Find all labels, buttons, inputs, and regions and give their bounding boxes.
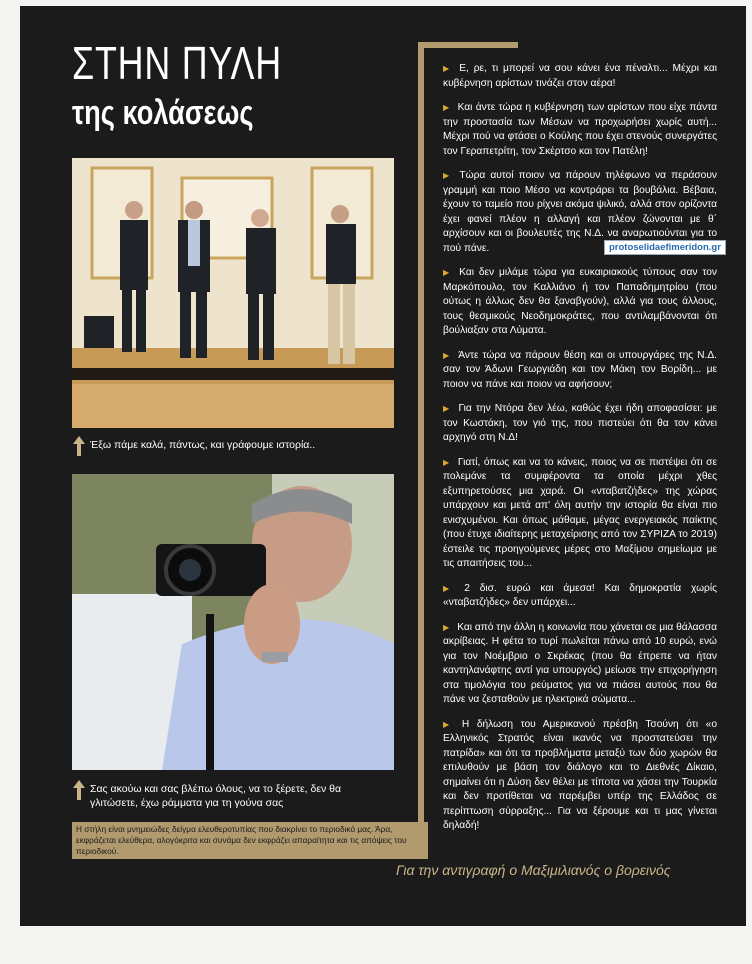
page-title-line2: της κολάσεως: [72, 94, 254, 132]
arrow-up-icon: [72, 780, 86, 800]
triangle-bullet-icon: ▶: [443, 622, 450, 632]
article-paragraph: ▶ Και από την άλλη η κοινωνία που χάνεται σε μια θάλασσα ακρίβειας. Η φέτα το τυρί πωλείται πάνω από 10 ευρώ, ενώ για τον Νοέμβριο ο Σκρέκας (που θα έπρεπε να ήταν καντηλανάφτης αντί για υπουργός) μείωσε την επιχορήγηση στα τιμολόγια του ρεύματος για να πιάσει αυτούς που θα πάνε να ζεσταθούν με ηλεκτρικά σώματα...: [443, 621, 717, 705]
triangle-bullet-icon: ▶: [443, 171, 452, 180]
article-paragraph: ▶ Άντε τώρα να πάρουν θέση και οι υπουργάρες της Ν.Δ. σαν τον Άδωνι Γεωργιάδη και τον Μάκη τον Βορίδη... με ποιον να πάνε και ποιον να αφήσουν;: [443, 349, 717, 390]
article-column: [443, 62, 717, 844]
triangle-bullet-icon: ▶: [443, 350, 451, 360]
site-watermark: protoselidaefimeridon.gr: [604, 240, 726, 255]
arrow-up-icon: [72, 436, 86, 456]
column-signature: Για την αντιγραφή ο Μαξιμιλιανός ο βορεινός: [396, 862, 671, 878]
article-paragraph: ▶ Και δεν μιλάμε τώρα για ευκαιριακούς τύπους σαν τον Μαρκόπουλο, τον Καλλιάνο ή τον Παπαδημητρίου (που ούτως η άλλως δεν θα ξαναβγούν), αλλά για τους άλλους, τους θεσμικούς Νεοδημοκράτες, που αντιλαμβάνονται ότι βούλιαξαν στα Λύματα.: [443, 267, 718, 336]
article-paragraph: ▶ Και άντε τώρα η κυβέρνηση των αρίστων που είχε πάντα την προστασία των Μέσων να προχωρήσει χωρίς αυτή... Μέχρι πού να φτάσει ο Κούλης που έχει στενούς συνεργάτες τον Γεραπετρίτη, τον Σκέρτσο και τον Πατέλη!: [443, 102, 717, 157]
article-paragraph: ▶ Η δήλωση του Αμερικανού πρέσβη Τσούνη ότι «ο Ελληνικός Στρατός είναι ικανός να προστατεύσει την πατρίδα» και ότι τα προβλήματα μεταξύ των δύο χωρών θα επιλυθούν με βάση τον διάλογο και το Διεθνές Δίκαιο, σημαίνει ότι η Δύση δεν θέλει με τίποτα να χάσει την Τουρκία και δεν προτίθεται να παρέμβει υπέρ της Ελλάδος σε περίπτωση σύρραξης... Για να ξέρουμε και τι μας γίνεται δηλαδή!: [443, 718, 717, 831]
article-paragraph: ▶ Ε, ρε, τι μπορεί να σου κάνει ένα πέναλτι... Μέχρι και κυβέρνηση αρίστων τινάζει στον αέρα!: [443, 63, 717, 89]
triangle-bullet-icon: ▶: [443, 64, 452, 73]
column-disclaimer: Η στήλη είναι μνημειώδες δείγμα ελευθεροτυπίας που διακρίνει το περιοδικό μας. Άρα, εκφράζεται ελεύθερα, αλογόκριτα και συνάμα δεν εκφράζει απαραίτητα και τις απόψεις του περιοδικού.: [72, 822, 428, 859]
page-title-line1: ΣΤΗΝ ΠΥΛΗ: [72, 37, 282, 89]
article-paragraph: ▶ 2 δισ. ευρώ και άμεσα! Και δημοκρατία χωρίς «νταβατζήδες» δεν υπάρχει...: [443, 582, 717, 608]
triangle-bullet-icon: ▶: [443, 719, 454, 729]
triangle-bullet-icon: ▶: [443, 268, 452, 277]
camera-photo: [72, 474, 394, 770]
photo-caption-1: Έξω πάμε καλά, πάντως, και γράφουμε ιστορία..: [90, 439, 316, 451]
triangle-bullet-icon: ▶: [443, 404, 451, 413]
article-paragraph: ▶ Για την Ντόρα δεν λέω, καθώς έχει ήδη αποφασίσει: με τον Κωστάκη, τον γιό της, που πιστεύει ότι θα τον κάνει αρχηγό στη Ν.Δ!: [443, 403, 718, 443]
triangle-bullet-icon: ▶: [443, 103, 450, 112]
group-photo: [72, 158, 394, 428]
article-paragraph: ▶ Γιατί, όπως και να το κάνεις, ποιος να σε πιστέψει ότι σε πολεμάνε τα συμφέροντα τα οποία μέχρι χθες εξυπηρετούσες μια χαρά. Οι «νταβατζήδες» της χώρας υπάρχουν και μετά απ' όλη αυτήν την ιστορία θα είναι πιο ενισχυμένοι. Και όπως μάθαμε, μέγας ενεργειακός παίκτης (που έτυχε ιδιαίτερης μεταχείρισης από τον ΣΥΡΙΖΑ το 2019) έστειλε τις προηγούμενες μέρες στο Μαξίμου σημείωμα με τις απαιτήσεις του...: [443, 456, 717, 569]
triangle-bullet-icon: ▶: [443, 457, 450, 467]
photo-caption-2: Σας ακούω και σας βλέπω όλους, να το ξέρετε, δεν θα γλιτώσετε, έχω ράμματα για τη γούνα σας: [90, 783, 342, 809]
triangle-bullet-icon: ▶: [443, 583, 457, 593]
article-paragraph: ▶ Τώρα αυτοί ποιον να πάρουν τηλέφωνο να περάσουν γραμμή και ποιο Μέσο να κοντράρει τα βουβάλια. Βέβαια, έχουν το ταμείο που ρίχνει ακόμα ψιλικό, αλλά στον ορίζοντα έχει φανεί πλέον η αλλαγή και πλέον ζώνονται με θ΄ αρχίσουν και οι βουλευτές της Ν.Δ. να αναρωτιούνται για το πού πάνε.: [443, 170, 718, 254]
